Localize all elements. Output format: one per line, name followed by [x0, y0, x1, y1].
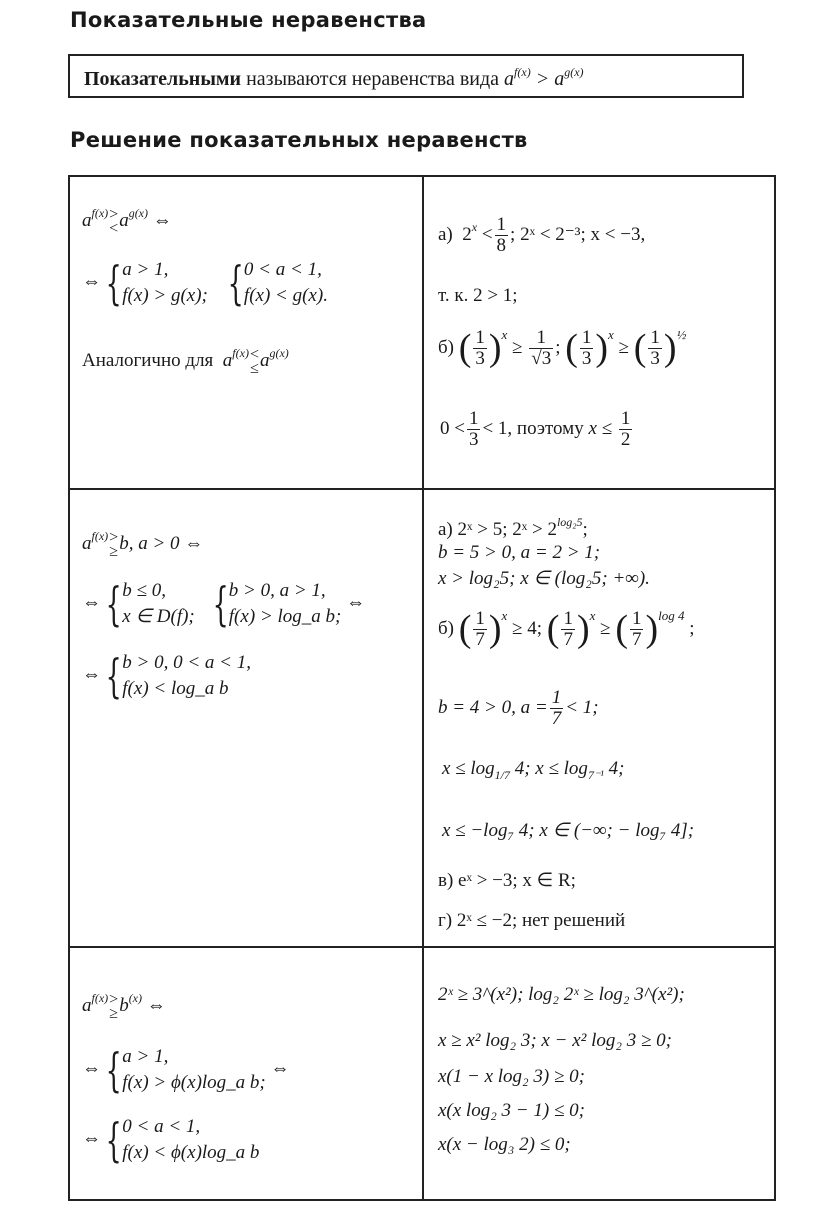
rule-head: $a^{f(x)}>$ $\ge b^{(x)}$ ⇔ [82, 991, 166, 1022]
definition-text: называются неравенства вида [241, 68, 505, 90]
example-a-line1: а) 2ˣ > 5; 2ˣ > $2^{log_25}$; [437, 515, 588, 540]
rule-system-1: ⇔{a > 1, f(x) > ϕ(x)log_a b; ⇔ [82, 1042, 290, 1097]
definition-box [68, 54, 744, 98]
table-row [69, 489, 775, 947]
rules-table [68, 175, 776, 1201]
example-line4: x(x log₂ 3 − 1) ≤ 0; [437, 1100, 585, 1121]
example-b-line3: $x \le \log_{1/7} 4$; $x \le \log_{7^{-1}} 4$; [441, 758, 625, 782]
table-row [69, 947, 775, 1200]
example-cell [423, 489, 775, 947]
table-row [69, 176, 775, 489]
rule-system-2: ⇔{0 < a < 1, f(x) < ϕ(x)log_a b [82, 1112, 260, 1167]
example-cell [423, 176, 775, 489]
rule-system-3: ⇔{b > 0, 0 < a < 1, f(x) < log_a b [82, 648, 251, 703]
rule-head: $a^{f(x)}>$ $<a^{g(x)}$ ⇔ [82, 206, 172, 237]
rule-cell [69, 947, 423, 1200]
example-cell [423, 947, 775, 1200]
example-a-line3: x > log₂5; x ∈ (log₂5; +∞). [437, 568, 650, 589]
example-b: б) ( $\frac{1}{7}$ )$^x$ ≥ 4; ( $\frac{1}{7}$ )$^x$ ≥ ( $\frac{1}{7}$ )$^{log 4}$ ; [437, 608, 695, 651]
example-a-line2: b = 5 > 0, a = 2 > 1; [437, 542, 601, 563]
rule-cell [69, 489, 423, 947]
example-conclusion: 0 < $\frac{1}{3}$ < 1, поэтому x ≤ $\frac{1}{2}$ [439, 408, 631, 450]
example-b-line2: b = 4 > 0, a = $\frac{1}{7}$ < 1; [437, 687, 599, 729]
rule-systems: ⇔{b ≤ 0, x ∈ D(f); {b > 0, a > 1, f(x) > log_a b; ⇔ [82, 576, 366, 631]
example-d: г) 2ˣ ≤ −2; нет решений [437, 910, 626, 931]
example-tk: т. к. 2 > 1; [437, 285, 518, 306]
example-c: в) eˣ > −3; x ∈ R; [437, 870, 576, 891]
example-line3: x(1 − x log₂ 3) ≥ 0; [437, 1066, 585, 1087]
rule-head: $a^{f(x)}>$ ≥b, a > 0 ⇔ [82, 529, 204, 560]
definition-formula: $a^{f(x)} > a^{g(x)}$ [504, 65, 584, 90]
rule-analog: Аналогично для $a^{f(x)}<$ $\le a^{g(x)}$ [82, 346, 289, 377]
example-b-line4: x ≤ −log₇ 4; x ∈ (−∞; − log₇ 4]; [441, 820, 695, 841]
example-line1: 2ˣ ≥ 3^(x²); log₂ 2ˣ ≥ log₂ 3^(x²); [437, 984, 685, 1005]
rule-systems: ⇔{a > 1, f(x) > g(x); {0 < a < 1, f(x) < g(x). [82, 255, 328, 310]
page-title: Показательные неравенства [70, 8, 427, 32]
example-line5: x(x − log₃ 2) ≤ 0; [437, 1134, 571, 1155]
example-b: б) ( $\frac{1}{3}$ )$^x$ ≥ $\frac{1}{√3}$ ; ( $\frac{1}{3}$ )$^x$ ≥ ( $\frac{1}{3}$ )$^{\frac{1}{2}}$ [437, 327, 687, 370]
rule-cell [69, 176, 423, 489]
example-a: а) $2^x$ < $\frac{1}{8}$ ; 2ˣ < 2⁻³; x < −3, [437, 214, 646, 256]
section-title: Решение показательных неравенств [70, 128, 528, 152]
definition-bold: Показательными [84, 68, 242, 90]
example-line2: x ≥ x² log₂ 3; x − x² log₂ 3 ≥ 0; [437, 1030, 672, 1051]
